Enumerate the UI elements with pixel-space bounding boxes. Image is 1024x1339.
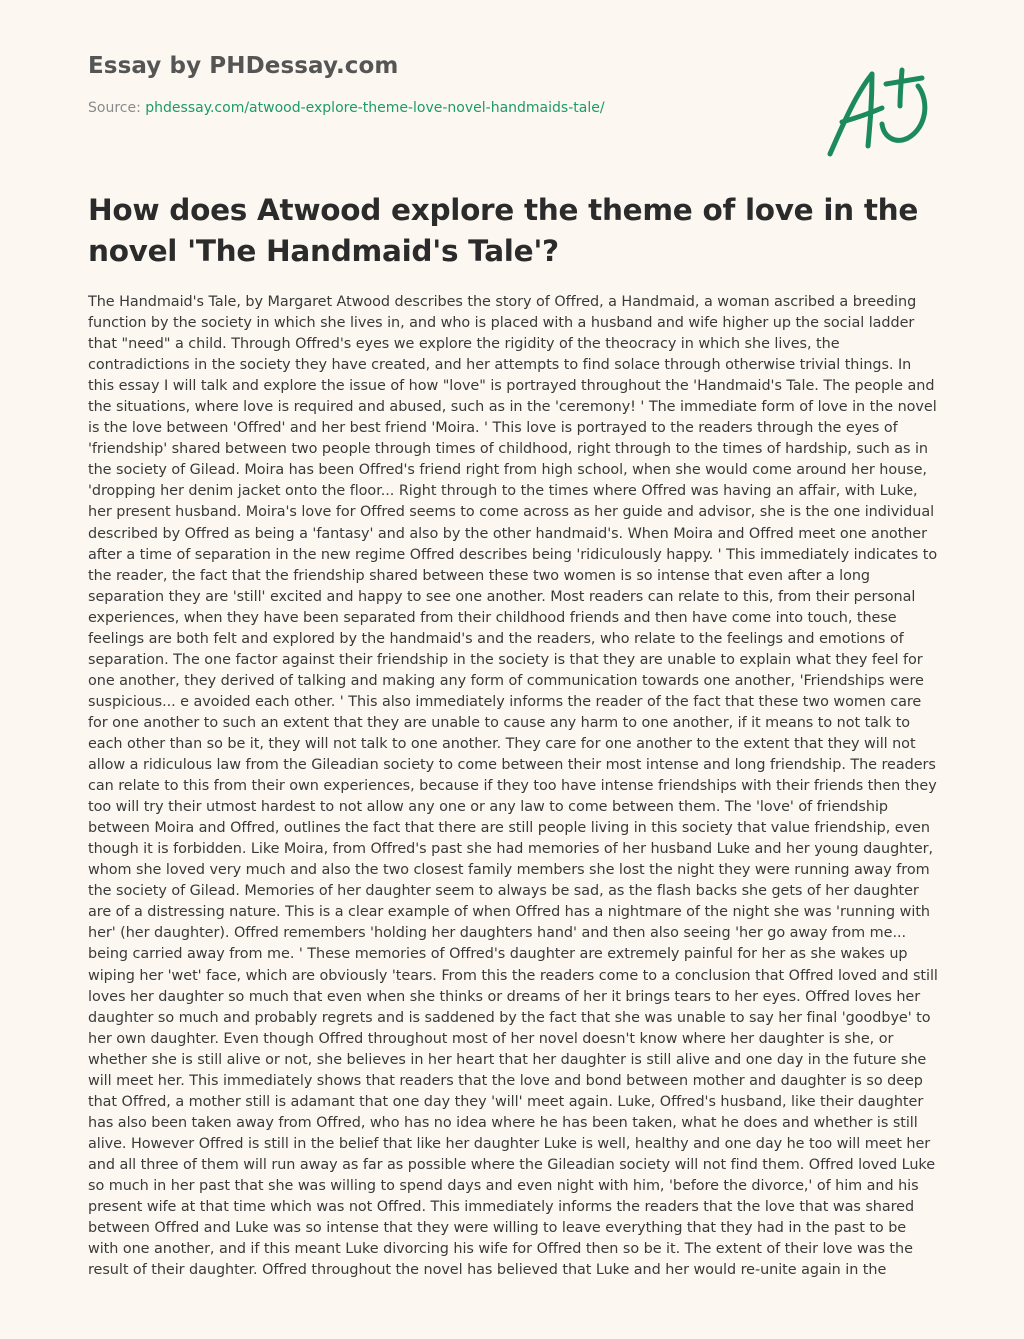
source-line: [88, 99, 788, 117]
site-brand[interactable]: Essay by PHDessay.com: [88, 53, 399, 79]
a-plus-logo-icon: [822, 62, 932, 162]
essay-body: The Handmaid's Tale, by Margaret Atwood describes the story of Offred, a Handmaid, a woman ascribed a breeding function by the society in which she lives in, and who is placed with a husband and wife higher up the social ladder that "need" a child. Through Offred's eyes we explore the rigidity of the theocracy in which she lives, the contradictions in the society they have created, and her attempts to find solace through otherwise trivial things. In this essay I will talk and explore the issue of how "love" is portrayed throughout the 'Handmaid's Tale. The people and the situations, where love is required and abused, such as in the 'ceremony! ' The immediate form of love in the novel is the love between 'Offred' and her best friend 'Moira. ' This love is portrayed to the readers through the eyes of 'friendship' shared between two people through times of childhood, right through to the times of hardship, such as in the society of Gilead. Moira has been Offred's friend right from high school, when she would come around her house, 'dropping her denim jacket onto the floor... Right through to the times where Offred was having an affair, with Luke, her present husband. Moira's love for Offred seems to come across as her guide and advisor, she is the one individual described by Offred as being a 'fantasy' and also by the other handmaid's. When Moira and Offred meet one another after a time of separation in the new regime Offred describes being 'ridiculously happy. ' This immediately indicates to the reader, the fact that the friendship shared between these two women is so intense that even after a long separation they are 'still' excited and happy to see one another. Most readers can relate to this, from their personal experiences, when they have been separated from their childhood friends and then have come into touch, these feelings are both felt and explored by the handmaid's and the readers, who relate to the feelings and emotions of separation. The one factor against their friendship in the society is that they are unable to explain what they feel for one another, they derived of talking and making any form of communication towards one another, 'Friendships were suspicious... e avoided each other. ' This also immediately informs the reader of the fact that these two women care for one another to such an extent that they are unable to cause any harm to one another, if it means to not talk to each other than so be it, they will not talk to one another. They care for one another to the extent that they will not allow a ridiculous law from the Gileadian society to come between their most intense and long friendship. The readers can relate to this from their own experiences, because if they too have intense friendships with their friends then they too will try their utmost hardest to not allow any one or any law to come between them. The 'love' of friendship between Moira and Offred, outlines the fact that there are still people living in this society that value friendship, even though it is forbidden. Like Moira, from Offred's past she had memories of her husband Luke and her young daughter, whom she loved very much and also the two closest family members she lost the night they were running away from the society of Gilead. Memories of her daughter seem to always be sad, as the flash backs she gets of her daughter are of a distressing nature. This is a clear example of when Offred has a nightmare of the night she was 'running with her' (her daughter). Offred remembers 'holding her daughters hand' and then also seeing 'her go away from me... being carried away from me. ' These memories of Offred's daughter are extremely painful for her as she wakes up wiping her 'wet' face, which are obviously 'tears. From this the readers come to a conclusion that Offred loved and still loves her daughter so much that even when she thinks or dreams of her it brings tears to her eyes. Offred loves her daughter so much and probably regrets and is saddened by the fact that she was unable to say her final 'goodbye' to her own daughter. Even though Offred throughout most of her novel doesn't know where her daughter is she, or whether she is still alive or not, she believes in her heart that her daughter is still alive and one day in the future she will meet her. This immediately shows that readers that the love and bond between mother and daughter is so deep that Offred, a mother still is adamant that one day they 'will' meet again. Luke, Offred's husband, like their daughter has also been taken away from Offred, who has no idea where he has been taken, what he does and whether is still alive. However Offred is still in the belief that like her daughter Luke is well, healthy and one day he too will meet her and all three of them will run away as far as possible where the Gileadian society will not find them. Offred loved Luke so much in her past that she was willing to spend days and even night with him, 'before the divorce,' of him and his present wife at that time which was not Offred. This immediately informs the readers that the love that was shared between Offred and Luke was so intense that they were willing to leave everything that they had in the past to be with one another, and if this meant Luke divorcing his wife for Offred then so be it. The extent of their love was the result of their daughter. Offred throughout the novel has believed that Luke and her would re-unite again in the: [88, 294, 938, 1279]
essay-title: How does Atwood explore the theme of love in the novel 'The Handmaid's Tale'?: [88, 193, 919, 268]
source-link[interactable]: phdessay.com/atwood-explore-theme-love-novel-handmaids-tale/: [145, 100, 605, 116]
source-label: Source:: [88, 100, 146, 116]
page-header: [88, 50, 788, 117]
